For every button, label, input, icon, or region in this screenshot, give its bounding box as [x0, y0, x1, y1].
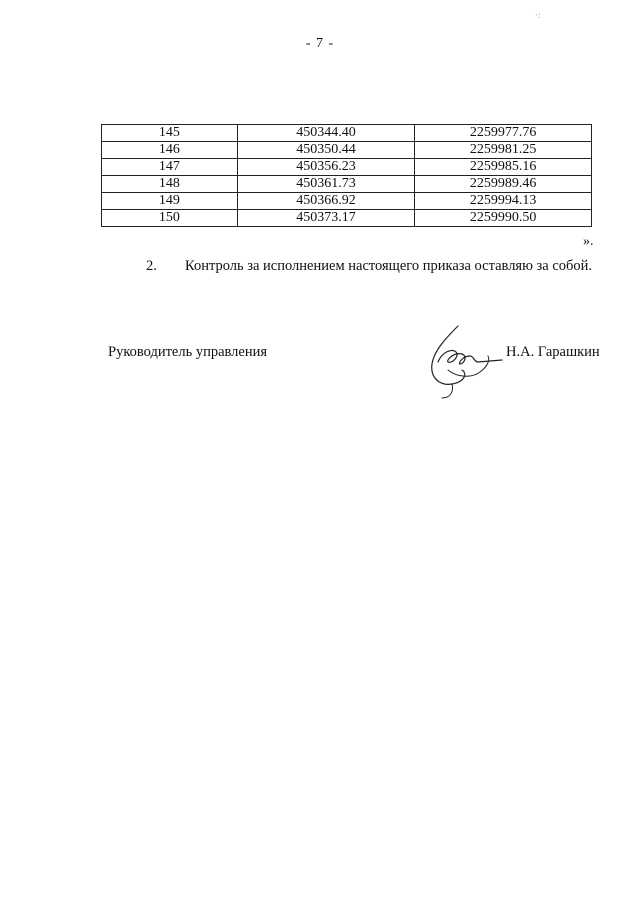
table-row: [102, 193, 592, 210]
closing-quote: ».: [583, 234, 594, 249]
y-coordinate-cell: 2259985.16: [415, 159, 592, 176]
table-row: [102, 210, 592, 227]
x-coordinate-cell: 450373.17: [237, 210, 415, 227]
point-number-cell: 145: [102, 125, 238, 142]
table-row: [102, 159, 592, 176]
handwritten-signature: [418, 322, 510, 400]
point-number-cell: 149: [102, 193, 238, 210]
y-coordinate-cell: 2259994.13: [415, 193, 592, 210]
point-number-cell: 147: [102, 159, 238, 176]
table-row: [102, 142, 592, 159]
signer-name: Н.А. Гарашкин: [506, 344, 600, 360]
point-number-cell: 146: [102, 142, 238, 159]
y-coordinate-cell: 2259989.46: [415, 176, 592, 193]
clause-number: 2.: [146, 258, 157, 274]
x-coordinate-cell: 450366.92: [237, 193, 415, 210]
y-coordinate-cell: 2259977.76: [415, 125, 592, 142]
signer-title: Руководитель управления: [108, 344, 268, 360]
clause-text: Контроль за исполнением настоящего приказа оставляю за собой.: [185, 258, 593, 274]
y-coordinate-cell: 2259990.50: [415, 210, 592, 227]
x-coordinate-cell: 450361.73: [237, 176, 415, 193]
x-coordinate-cell: 450350.44: [237, 142, 415, 159]
y-coordinate-cell: 2259981.25: [415, 142, 592, 159]
coordinates-table: [101, 124, 592, 227]
x-coordinate-cell: 450344.40: [237, 125, 415, 142]
page-number: - 7 -: [305, 36, 335, 51]
point-number-cell: 150: [102, 210, 238, 227]
x-coordinate-cell: 450356.23: [237, 159, 415, 176]
table-row: [102, 176, 592, 193]
point-number-cell: 148: [102, 176, 238, 193]
table-row: [102, 125, 592, 142]
scan-speck: ·:: [535, 10, 541, 20]
